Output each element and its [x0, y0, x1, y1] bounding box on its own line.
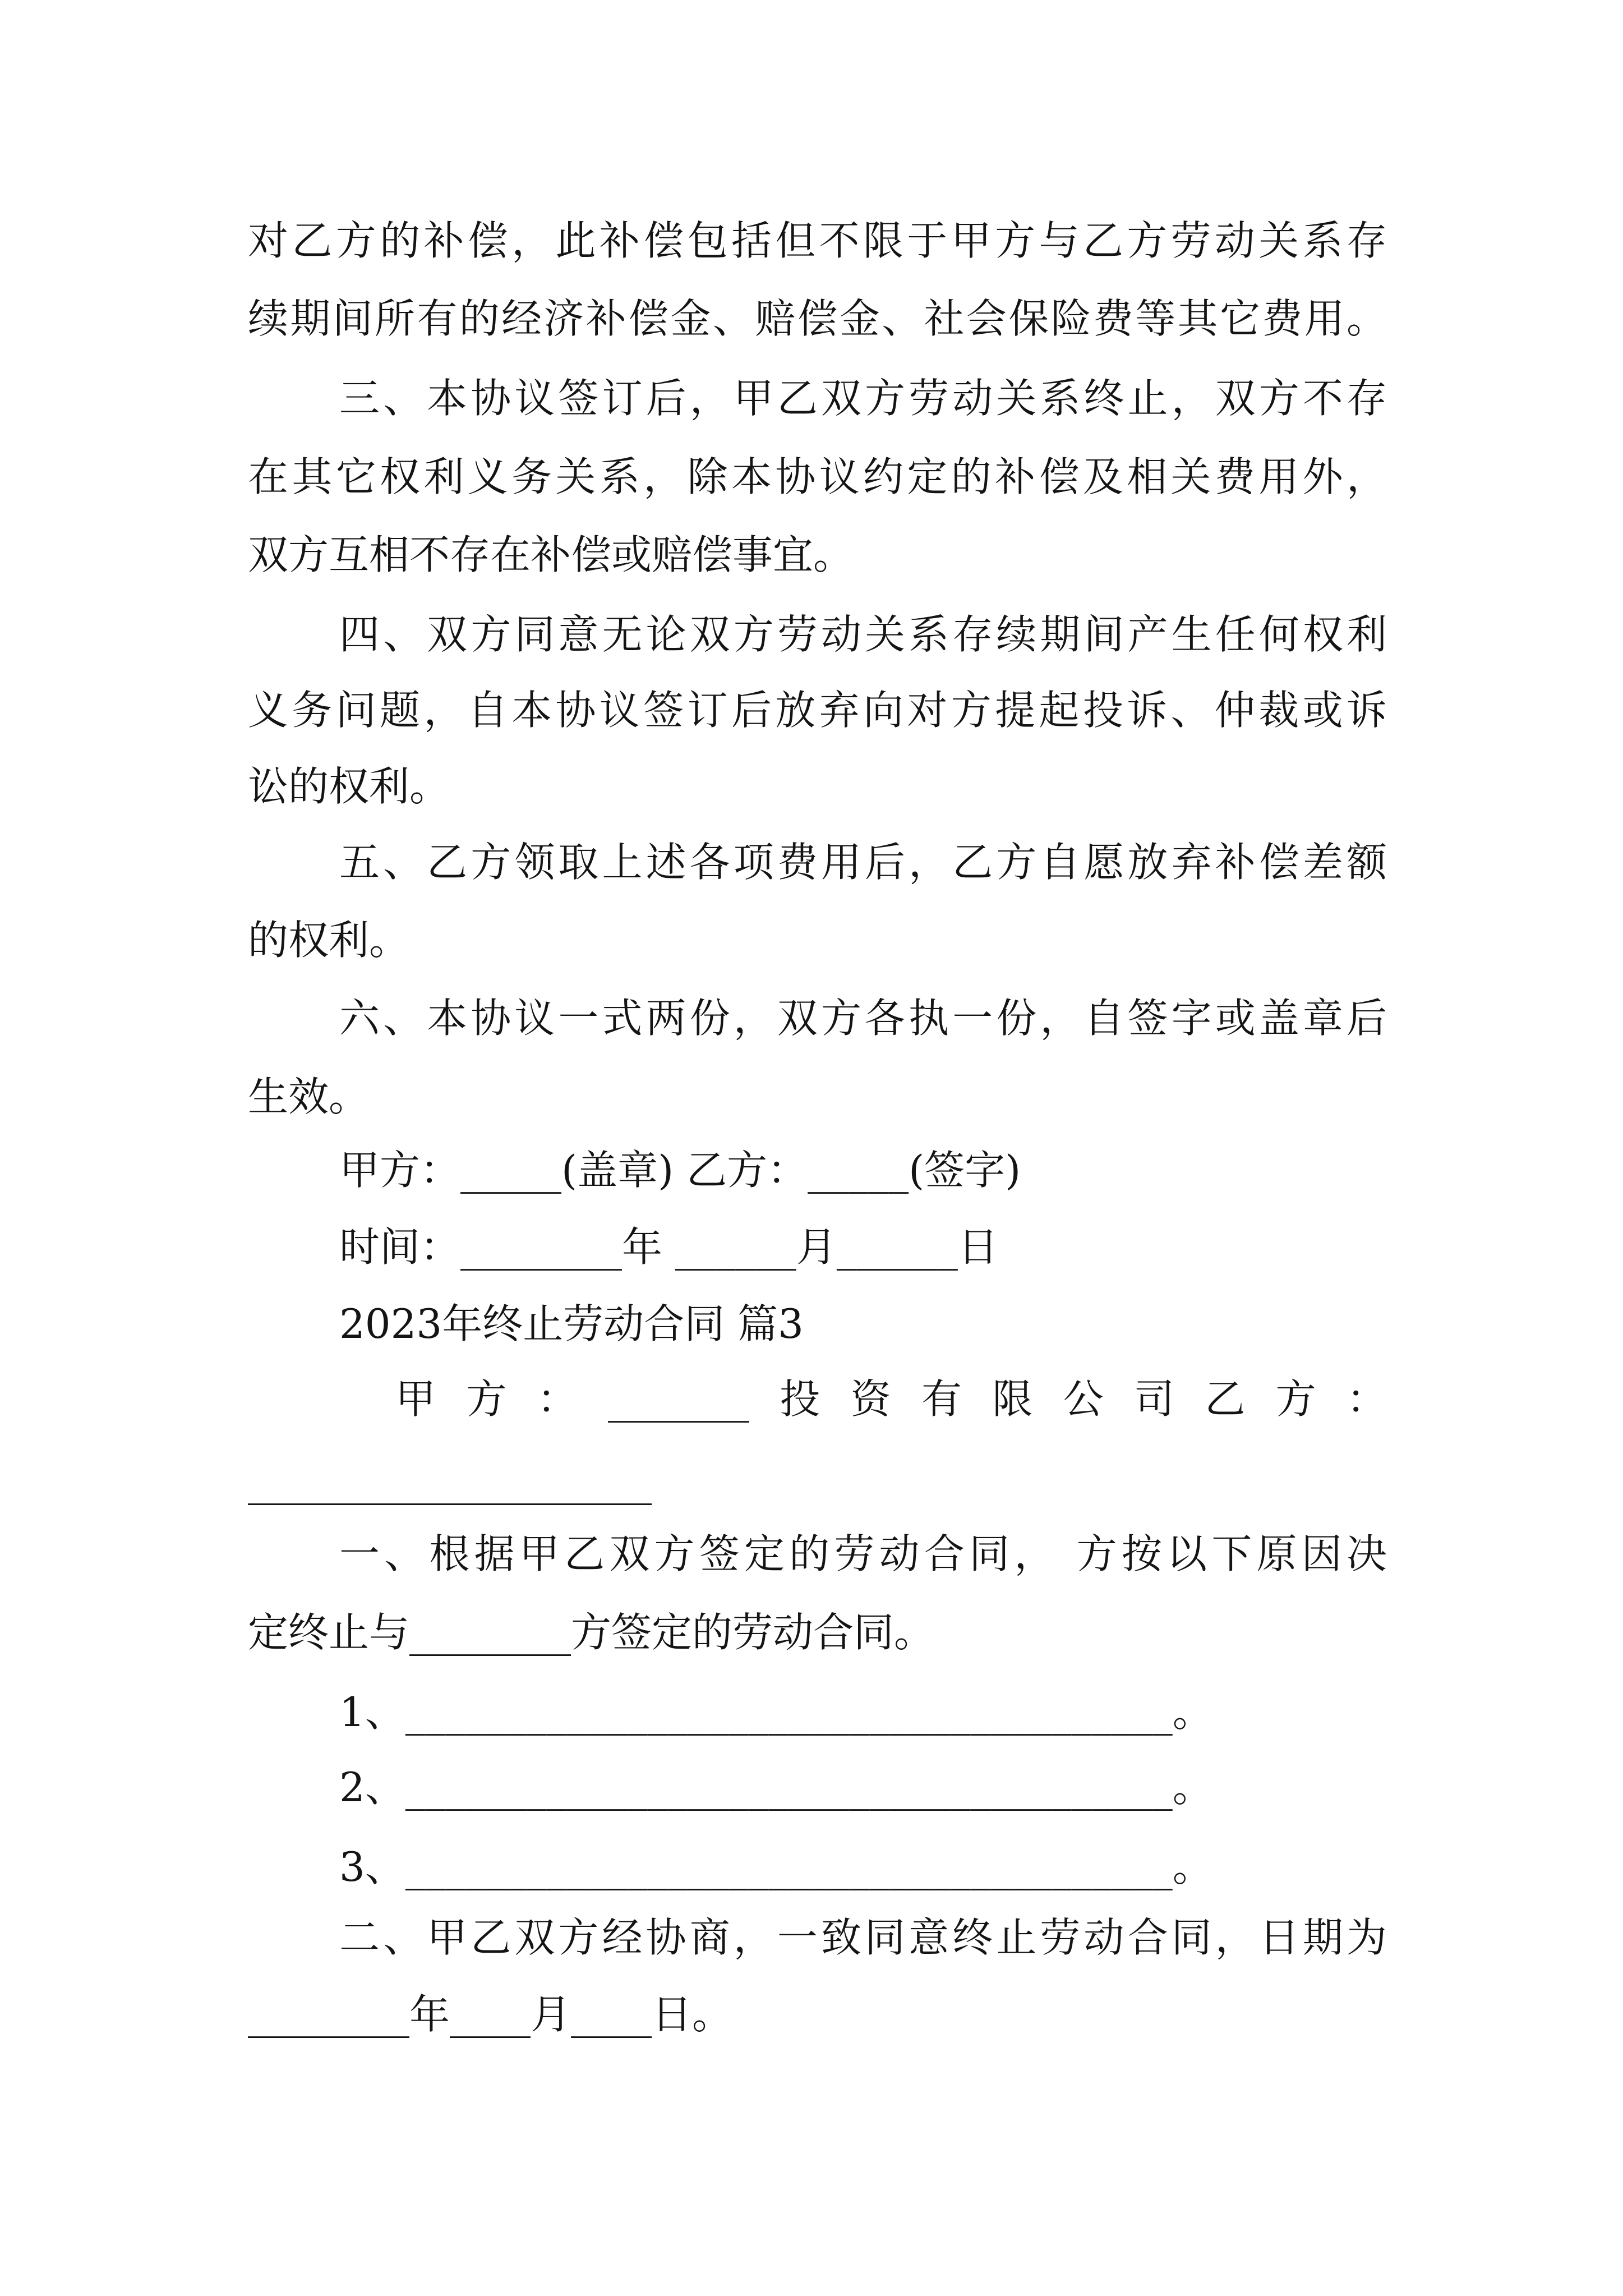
clause-4-line: 四、双方同意无论双方劳动关系存续期间产生任何权利	[339, 611, 1387, 658]
text-line: 定终止与________方签定的劳动合同。	[248, 1609, 935, 1656]
reason-1-line: 1、______________________________________。	[339, 1688, 1213, 1736]
parties-line: 甲方：_______投资有限公司乙方：	[395, 1375, 1387, 1423]
text-line: 义务问题，自本协议签订后放弃向对方提起投诉、仲裁或诉	[248, 687, 1387, 734]
text-line: 生效。	[248, 1073, 370, 1120]
text-line: 的权利。	[248, 917, 410, 964]
clause-3-line: 三、本协议签订后，甲乙双方劳动关系终止，双方不存	[339, 375, 1387, 422]
text-line: 对乙方的补偿，此补偿包括但不限于甲方与乙方劳动关系存	[248, 217, 1387, 264]
clause-5-line: 五、乙方领取上述各项费用后，乙方自愿放弃补偿差额	[339, 839, 1387, 886]
text-line: 讼的权利。	[248, 763, 450, 810]
signature-line: 甲方：_____(盖章) 乙方：_____(签字)	[339, 1147, 1021, 1194]
text-line: 双方互相不存在补偿或赔偿事宜。	[248, 531, 854, 578]
section-heading: 2023年终止劳动合同 篇3	[339, 1300, 804, 1347]
clause-1-line: 一、根据甲乙双方签定的劳动合同， 方按以下原因决	[339, 1530, 1387, 1577]
text-line: 续期间所有的经济补偿金、赔偿金、社会保险费等其它费用。	[248, 295, 1387, 342]
reason-2-line: 2、______________________________________。	[339, 1764, 1213, 1811]
text-line: 在其它权利义务关系，除本协议约定的补偿及相关费用外，	[248, 453, 1387, 500]
reason-3-line: 3、______________________________________。	[339, 1843, 1213, 1890]
date-line: 时间：________年 ______月______日	[339, 1223, 998, 1271]
clause-6-line: 六、本协议一式两份，双方各执一份，自签字或盖章后	[339, 995, 1387, 1042]
blank-line: ____________________	[248, 1458, 652, 1505]
text-line: ________年____月____日。	[248, 1991, 733, 2038]
clause-2-line: 二、甲乙双方经协商，一致同意终止劳动合同，日期为	[339, 1914, 1387, 1961]
